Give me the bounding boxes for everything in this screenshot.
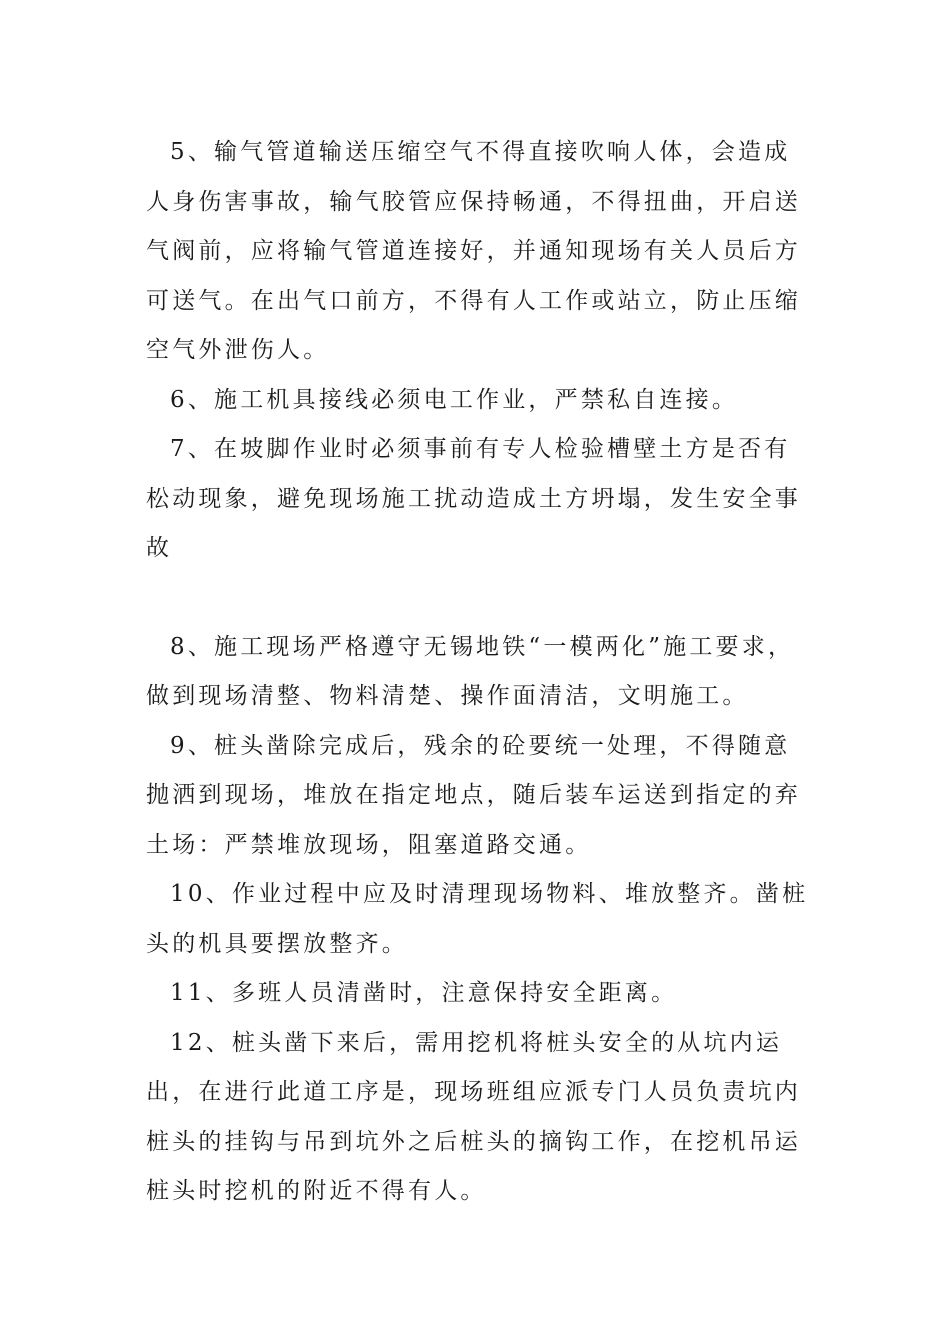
paragraph-item-9: 9、桩头凿除完成后，残余的砼要统一处理，不得随意抛洒到现场，堆放在指定地点，随后装车运送到指定的弃土场：严禁堆放现场，阻塞道路交通。	[146, 732, 801, 858]
paragraph-item-8: 8、施工现场严格遵守无锡地铁“一模两化”施工要求，做到现场清整、物料清楚、操作面清洁，文明施工。	[146, 633, 795, 709]
paragraph-item-7: 7、在坡脚作业时必须事前有专人检验槽壁土方是否有松动现象，避免现场施工扰动造成土方坍塌，发生安全事故	[146, 436, 801, 561]
document-body	[146, 128, 814, 1217]
paragraph-item-10: 10、作业过程中应及时清理现场物料、堆放整齐。凿桩头的机具要摆放整齐。	[146, 881, 809, 957]
paragraph-item-11: 11、多班人员清凿时，注意保持安全距离。	[170, 980, 678, 1006]
paragraph-item-6: 6、施工机具接线必须电工作业，严禁私自连接。	[170, 386, 739, 413]
paragraph-item-12: 12、桩头凿下来后，需用挖机将桩头安全的从坑内运出，在进行此道工序是，现场班组应派专门人员负责坑内桩头的挂钩与吊到坑外之后桩头的摘钩工作，在挖机吊运桩头时挖机的附近不得有人。	[146, 1029, 801, 1204]
paragraph-item-5: 5、输气管道输送压缩空气不得直接吹响人体，会造成人身伤害事故，输气胶管应保持畅通，不得扭曲，开启送气阀前，应将输气管道连接好，并通知现场有关人员后方可送气。在出气口前方，不得有人工作或站立，防止压缩空气外泄伤人。	[146, 139, 801, 363]
